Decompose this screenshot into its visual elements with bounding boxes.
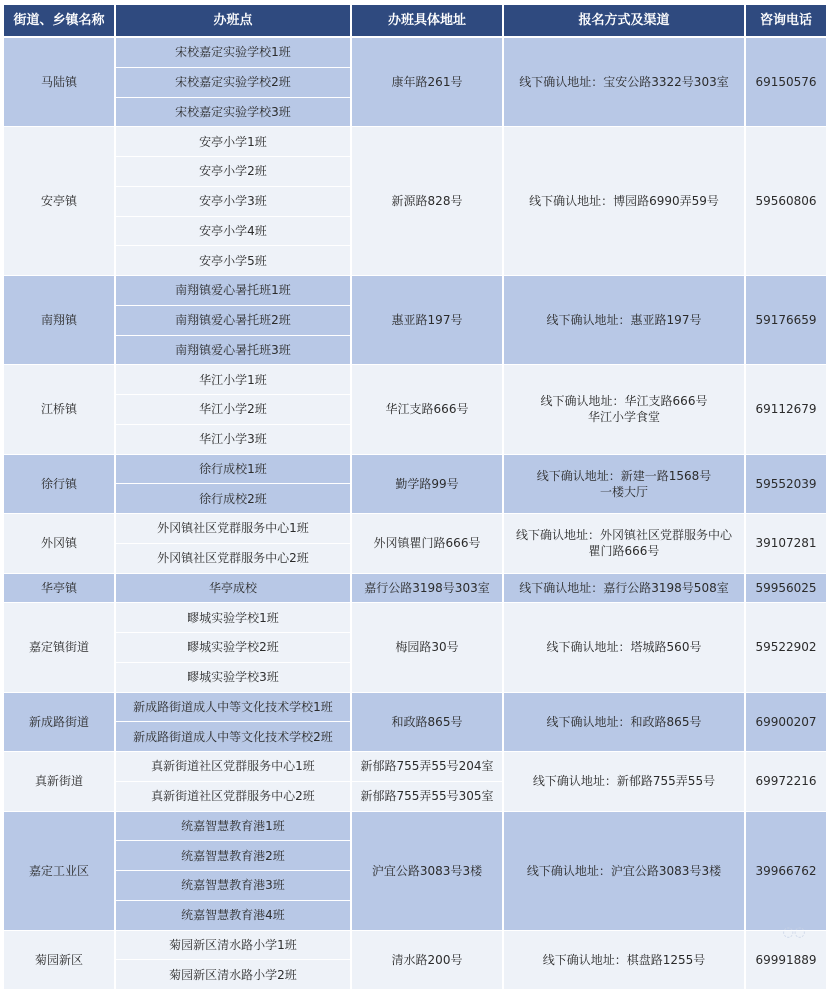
district-name: 外冈镇 [4, 514, 114, 573]
contact-phone: 59560806 [746, 127, 826, 275]
registration-method: 线下确认地址：和政路865号 [504, 693, 744, 752]
registration-method: 线下确认地址：华江支路666号 华江小学食堂 [504, 365, 744, 453]
district-name: 菊园新区 [4, 931, 114, 989]
class-site: 安亭小学4班 [116, 217, 350, 246]
class-address: 新源路828号 [352, 127, 502, 275]
contact-phone: 69112679 [746, 365, 826, 453]
district-name: 嘉定镇街道 [4, 603, 114, 691]
class-address: 新郁路755弄55号305室 [352, 782, 502, 811]
district-name: 安亭镇 [4, 127, 114, 275]
contact-phone: 69900207 [746, 693, 826, 752]
class-address: 外冈镇瞿门路666号 [352, 514, 502, 573]
contact-phone: 59522902 [746, 603, 826, 691]
registration-method: 线下确认地址：惠亚路197号 [504, 276, 744, 364]
header-class: 办班点 [116, 5, 350, 36]
contact-phone: 69991889 [746, 931, 826, 989]
class-site: 菊园新区清水路小学1班 [116, 931, 350, 960]
class-site: 南翔镇爱心暑托班3班 [116, 336, 350, 365]
class-site: 南翔镇爱心暑托班2班 [116, 306, 350, 335]
header-register: 报名方式及渠道 [504, 5, 744, 36]
district-name: 江桥镇 [4, 365, 114, 453]
class-address: 华江支路666号 [352, 365, 502, 453]
registration-method: 线下确认地址：棋盘路1255号 [504, 931, 744, 989]
class-site: 华江小学2班 [116, 395, 350, 424]
district-name: 华亭镇 [4, 574, 114, 603]
class-site: 宋校嘉定实验学校2班 [116, 68, 350, 97]
header-phone: 咨询电话 [746, 5, 826, 36]
district-name: 徐行镇 [4, 455, 114, 514]
class-site: 统嘉智慧教育港1班 [116, 812, 350, 841]
registration-method: 线下确认地址：新建一路1568号 一楼大厅 [504, 455, 744, 514]
class-site: 徐行成校1班 [116, 455, 350, 484]
registration-method: 线下确认地址：塔城路560号 [504, 603, 744, 691]
class-site: 华亭成校 [116, 574, 350, 603]
class-site: 外冈镇社区党群服务中心2班 [116, 544, 350, 573]
class-site: 新成路街道成人中等文化技术学校2班 [116, 722, 350, 751]
registration-method: 线下确认地址：外冈镇社区党群服务中心 瞿门路666号 [504, 514, 744, 573]
registration-method: 线下确认地址：博园路6990弄59号 [504, 127, 744, 275]
header-address: 办班具体地址 [352, 5, 502, 36]
class-site: 统嘉智慧教育港3班 [116, 871, 350, 900]
registration-method: 线下确认地址：宝安公路3322号303室 [504, 38, 744, 126]
class-address: 沪宜公路3083号3楼 [352, 812, 502, 930]
class-site: 安亭小学3班 [116, 187, 350, 216]
contact-phone: 69150576 [746, 38, 826, 126]
contact-phone: 39966762 [746, 812, 826, 930]
class-site: 宋校嘉定实验学校3班 [116, 98, 350, 127]
class-address: 新郁路755弄55号204室 [352, 752, 502, 781]
class-site: 南翔镇爱心暑托班1班 [116, 276, 350, 305]
class-site: 疁城实验学校2班 [116, 633, 350, 662]
class-site: 外冈镇社区党群服务中心1班 [116, 514, 350, 543]
class-site: 真新街道社区党群服务中心2班 [116, 782, 350, 811]
contact-phone: 39107281 [746, 514, 826, 573]
class-address: 嘉行公路3198号303室 [352, 574, 502, 603]
class-site: 统嘉智慧教育港2班 [116, 841, 350, 870]
class-address: 勤学路99号 [352, 455, 502, 514]
district-name: 新成路街道 [4, 693, 114, 752]
watermark-icon: ◌◌ [762, 920, 826, 944]
contact-phone: 59176659 [746, 276, 826, 364]
class-site: 安亭小学1班 [116, 127, 350, 156]
class-site: 华江小学3班 [116, 425, 350, 454]
header-district: 街道、乡镇名称 [4, 5, 114, 36]
class-address: 康年路261号 [352, 38, 502, 126]
class-address: 和政路865号 [352, 693, 502, 752]
contact-phone: 69972216 [746, 752, 826, 811]
class-site: 徐行成校2班 [116, 484, 350, 513]
contact-phone: 59956025 [746, 574, 826, 603]
class-site: 安亭小学5班 [116, 246, 350, 275]
class-address: 梅园路30号 [352, 603, 502, 691]
class-address: 惠亚路197号 [352, 276, 502, 364]
registration-method: 线下确认地址：新郁路755弄55号 [504, 752, 744, 811]
class-site: 华江小学1班 [116, 365, 350, 394]
district-name: 真新街道 [4, 752, 114, 811]
class-site: 新成路街道成人中等文化技术学校1班 [116, 693, 350, 722]
class-site: 安亭小学2班 [116, 157, 350, 186]
class-site: 疁城实验学校1班 [116, 603, 350, 632]
class-address: 清水路200号 [352, 931, 502, 989]
class-site: 真新街道社区党群服务中心1班 [116, 752, 350, 781]
class-site: 疁城实验学校3班 [116, 663, 350, 692]
contact-phone: 59552039 [746, 455, 826, 514]
class-site: 统嘉智慧教育港4班 [116, 901, 350, 930]
district-name: 马陆镇 [4, 38, 114, 126]
registration-method: 线下确认地址：沪宜公路3083号3楼 [504, 812, 744, 930]
class-site: 菊园新区清水路小学2班 [116, 960, 350, 989]
class-site: 宋校嘉定实验学校1班 [116, 38, 350, 67]
district-name: 南翔镇 [4, 276, 114, 364]
district-name: 嘉定工业区 [4, 812, 114, 930]
registration-method: 线下确认地址：嘉行公路3198号508室 [504, 574, 744, 603]
